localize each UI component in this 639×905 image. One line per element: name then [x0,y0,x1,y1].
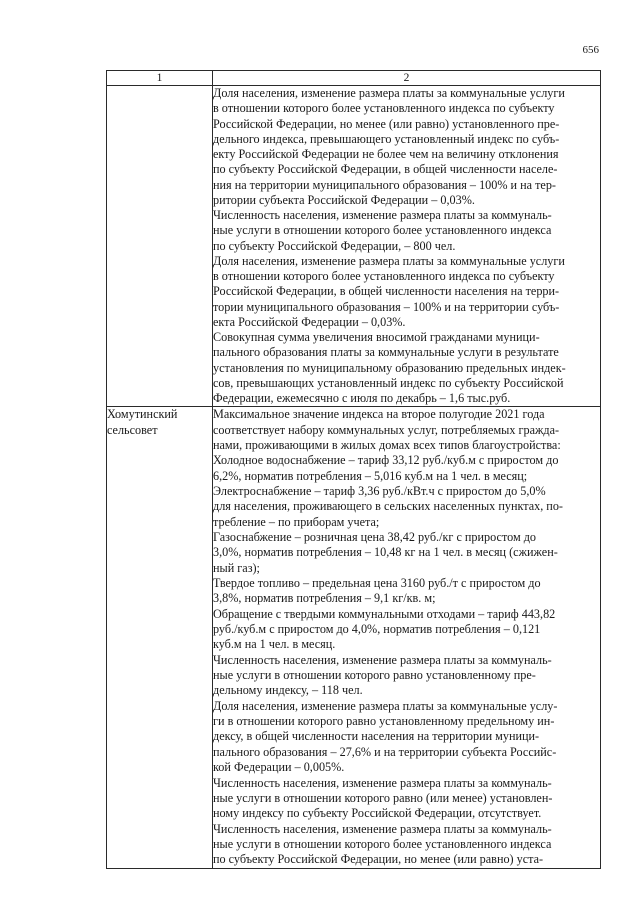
table-header-row [107,71,601,86]
paragraph: Доля населения, изменение размера платы за коммунальные услуги в отношении которого более установленного индекса по субъекту Российской Федерации, но менее (или равно) установленного пре- дельного индекса, превышающего установленный индекс по субъ- екту Российской Федерации не более чем на величину отклонения по субъекту Российской Федерации, в общей численности населе- ния на территории муниципального образования – 100% и на тер- ритории субъекта Российской Федерации – 0,03%. [213,86,565,207]
municipality-name-cell [107,86,213,407]
paragraph: Холодное водоснабжение – тариф 33,12 руб./куб.м с приростом до 6,2%, норматив потребления – 5,016 куб.м на 1 чел. в месяц; [213,453,559,483]
column-header-1: 1 [107,71,213,86]
paragraph: Доля населения, изменение размера платы за коммунальные услуги в отношении которого более установленного индекса по субъекту Российской Федерации, в общей численности населения на терри- тории муниципального образования – 100% и на территории субъ- екта Российской Федерации – 0,03%. [213,253,565,329]
paragraph: Максимальное значение индекса на второе полугодие 2021 года соответствует набору коммунальных услуг, потребляемых гражда- нами, проживающими в жилых домах всех типов благоустройства: [213,407,561,452]
paragraph: Газоснабжение – розничная цена 38,42 руб./кг с приростом до 3,0%, норматив потребления – 10,48 кг на 1 чел. в месяц (сжижен- ный газ); [213,530,558,575]
paragraph: Обращение с твердыми коммунальными отходами – тариф 443,82 руб./куб.м с приростом до 4,0%, норматив потребления – 0,121 куб.м на 1 чел. в месяц. [213,606,556,652]
description-cell [213,407,601,868]
page-number: 656 [582,44,599,56]
table-row [107,407,601,868]
paragraph: Численность населения, изменение размера платы за коммуналь- ные услуги в отношении которого равно установленному пре- дельному индексу, – 118 чел. [213,652,552,698]
document-table [106,70,601,869]
column-header-2: 2 [213,71,601,86]
paragraph: Численность населения, изменение размера платы за коммуналь- ные услуги в отношении которого более установленного индекса по субъекту Российской Федерации, – 800 чел. [213,208,552,253]
municipality-name-cell [107,407,213,868]
table-row [107,86,601,407]
paragraph: Твердое топливо – предельная цена 3160 руб./т с приростом до 3,8%, норматив потребления – 9,1 кг/кв. м; [213,576,541,606]
municipality-name: Хомутинский сельсовет [107,407,178,437]
paragraph: Совокупная сумма увеличения вносимой гражданами муници- пального образования платы за коммунальные услуги в результате установления по муниципальному образованию предельных индек- сов, превышающих установленный индекс по субъекту Российской Федерации, ежемесячно с июля по декабрь – 1,6 тыс.руб. [213,330,566,405]
paragraph: Численность населения, изменение размера платы за коммуналь- ные услуги в отношении которого равно (или менее) установлен- ному индексу по субъекту Российской Федерации, отсутствует. [213,775,553,821]
paragraph: Доля населения, изменение размера платы за коммунальные услу- ги в отношении которого равно установленному предельному ин- дексу, в общей численности населения на территории муници- пального образования – 27,6% и на территории субъекта Российс- кой Федерации – 0,005%. [213,698,558,775]
description-cell [213,86,601,407]
paragraph: Электроснабжение – тариф 3,36 руб./кВт.ч с приростом до 5,0% для населения, проживающего в сельских населенных пунктах, по- требление – по приборам учета; [213,483,563,529]
paragraph: Численность населения, изменение размера платы за коммуналь- ные услуги в отношении которого более установленного индекса по субъекту Российской Федерации, но менее (или равно) уста- [213,821,552,867]
